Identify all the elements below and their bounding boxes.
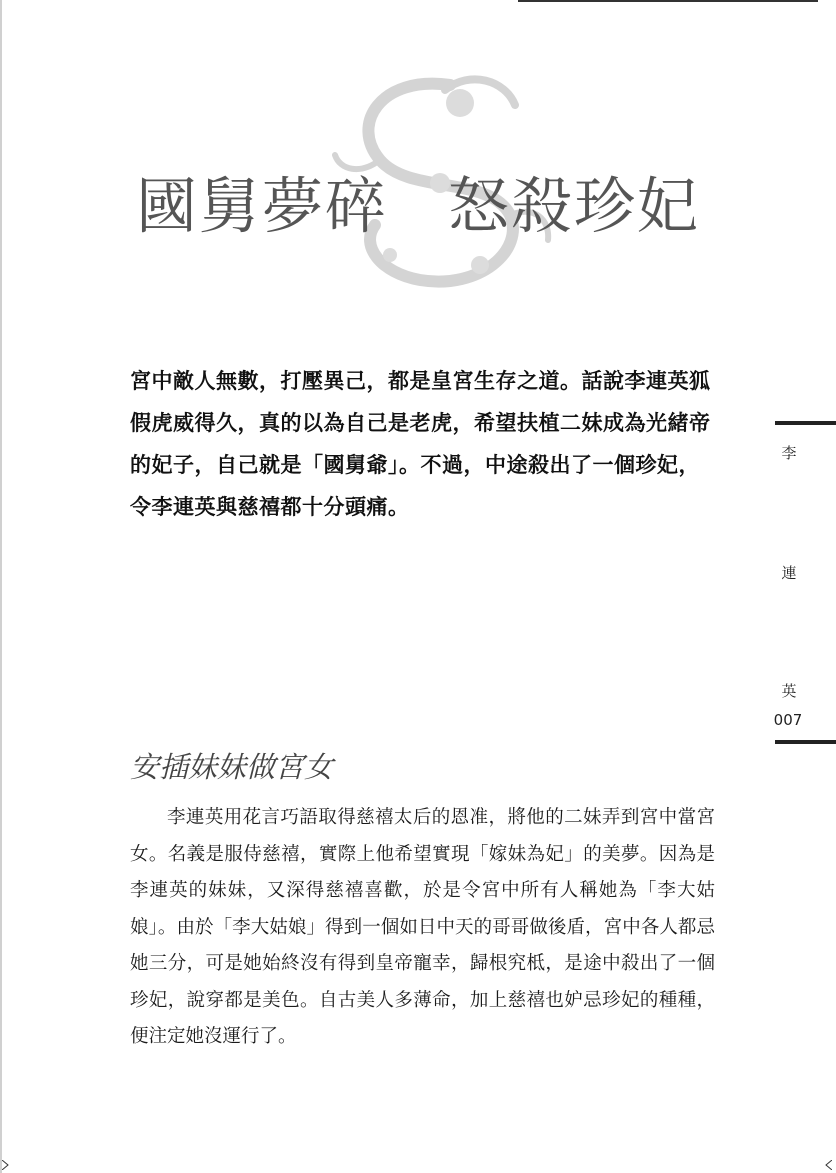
side-tab-char-1: 李 bbox=[781, 444, 797, 462]
crop-mark bbox=[822, 1160, 832, 1170]
section-heading: 安插妹妹做宮女 bbox=[130, 750, 334, 784]
side-tab-char-3: 英 bbox=[781, 682, 797, 700]
top-rule bbox=[518, 0, 818, 2]
page-title bbox=[0, 158, 836, 245]
side-tab-top-bar bbox=[775, 421, 836, 425]
intro-paragraph: 宮中敵人無數，打壓異己，都是皇宮生存之道。話說李連英狐假虎威得久，真的以為自己是老虎，希望扶植二妹成為光緒帝的妃子，自己就是「國舅爺」。不過，中途殺出了一個珍妃，令李連英與慈禧都十分頭痛。 bbox=[130, 369, 711, 519]
title-part-1: 國舅夢碎 bbox=[135, 171, 388, 242]
page-number: 007 bbox=[773, 711, 803, 729]
side-tab-char-2: 連 bbox=[781, 564, 797, 582]
crop-mark bbox=[2, 1160, 12, 1170]
title-part-2: 怒殺珍妃 bbox=[448, 171, 701, 242]
body-paragraph: 李連英用花言巧語取得慈禧太后的恩准，將他的二妹弄到宮中當宮女。名義是服侍慈禧，實際上他希望實現「嫁妹為妃」的美夢。因為是李連英的妹妹，又深得慈禧喜歡，於是令宮中所有人稱她為「李大姑娘」。由於「李大姑娘」得到一個如日中天的哥哥做後盾，宮中各人都忌她三分，可是她始終沒有得到皇帝寵幸，歸根究柢，是途中殺出了一個珍妃，說穿都是美色。自古美人多薄命，加上慈禧也妒忌珍妃的種種，便注定她沒運行了。 bbox=[130, 807, 715, 1047]
side-tab-bottom-bar bbox=[775, 740, 836, 744]
